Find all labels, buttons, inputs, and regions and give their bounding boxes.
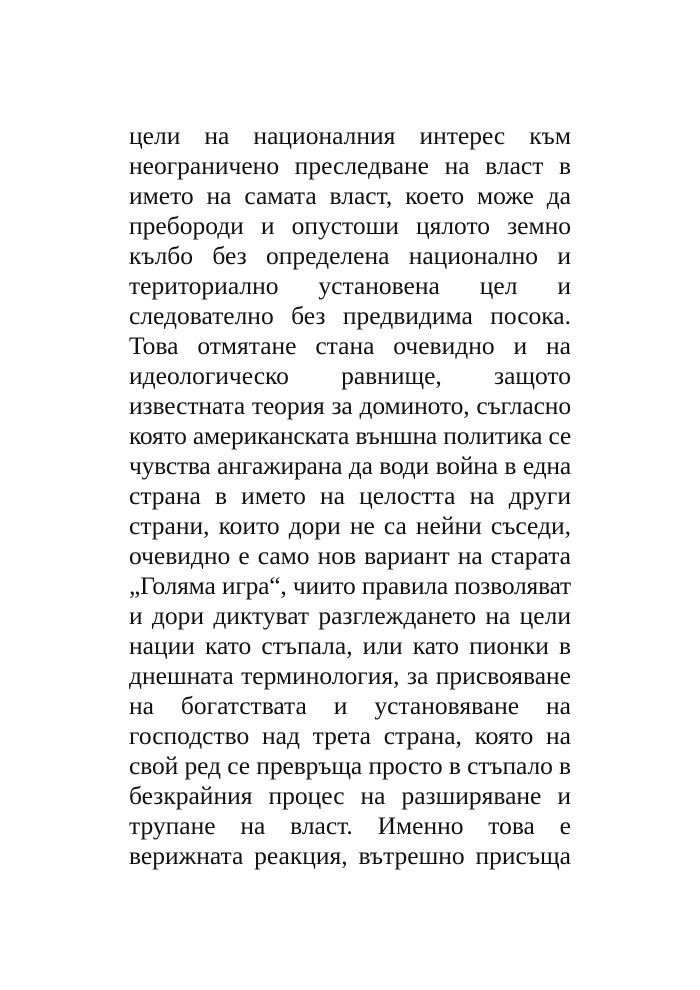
text-line: „Голяма игра“, чиито правила позволяват: [129, 571, 571, 600]
text-line: на богатствата и установяване на: [129, 691, 571, 720]
text-line: следователно без предвидима посока.: [129, 301, 571, 330]
text-line: днешната терминология, за присвояване: [129, 661, 571, 690]
text-line: трупане на власт. Именно това е: [129, 811, 571, 840]
text-line: страна в името на целостта на други: [129, 481, 571, 510]
text-line: безкрайния процес на разширяване и: [129, 781, 571, 810]
text-line: чувства ангажирана да води война в една: [129, 451, 571, 480]
text-line: нации като стъпала, или като пионки в: [129, 631, 571, 660]
text-line: неограничено преследване на власт в: [129, 151, 571, 180]
text-line: териториално установена цел и: [129, 271, 571, 300]
body-text: [129, 121, 571, 871]
text-line: свой ред се превръща просто в стъпало в: [129, 751, 571, 780]
text-line: очевидно е само нов вариант на старата: [129, 541, 571, 570]
text-line: страни, които дори не са нейни съседи,: [129, 511, 571, 540]
text-line: която американската външна политика се: [129, 421, 571, 450]
text-line: известната теория за доминото, съгласно: [129, 391, 571, 420]
text-line: господство над трета страна, която на: [129, 721, 571, 750]
text-line: кълбо без определена национално и: [129, 241, 571, 270]
text-line: пребороди и опустоши цялото земно: [129, 211, 571, 240]
text-line: цели на националния интерес към: [129, 121, 571, 150]
text-line: идеологическо равнище, защото: [129, 361, 571, 390]
text-line: верижната реакция, вътрешно присъща: [129, 841, 571, 870]
text-line: и дори диктуват разглеждането на цели: [129, 601, 571, 630]
text-line: името на самата власт, което може да: [129, 181, 571, 210]
text-line: Това отмятане стана очевидно и на: [129, 331, 571, 360]
